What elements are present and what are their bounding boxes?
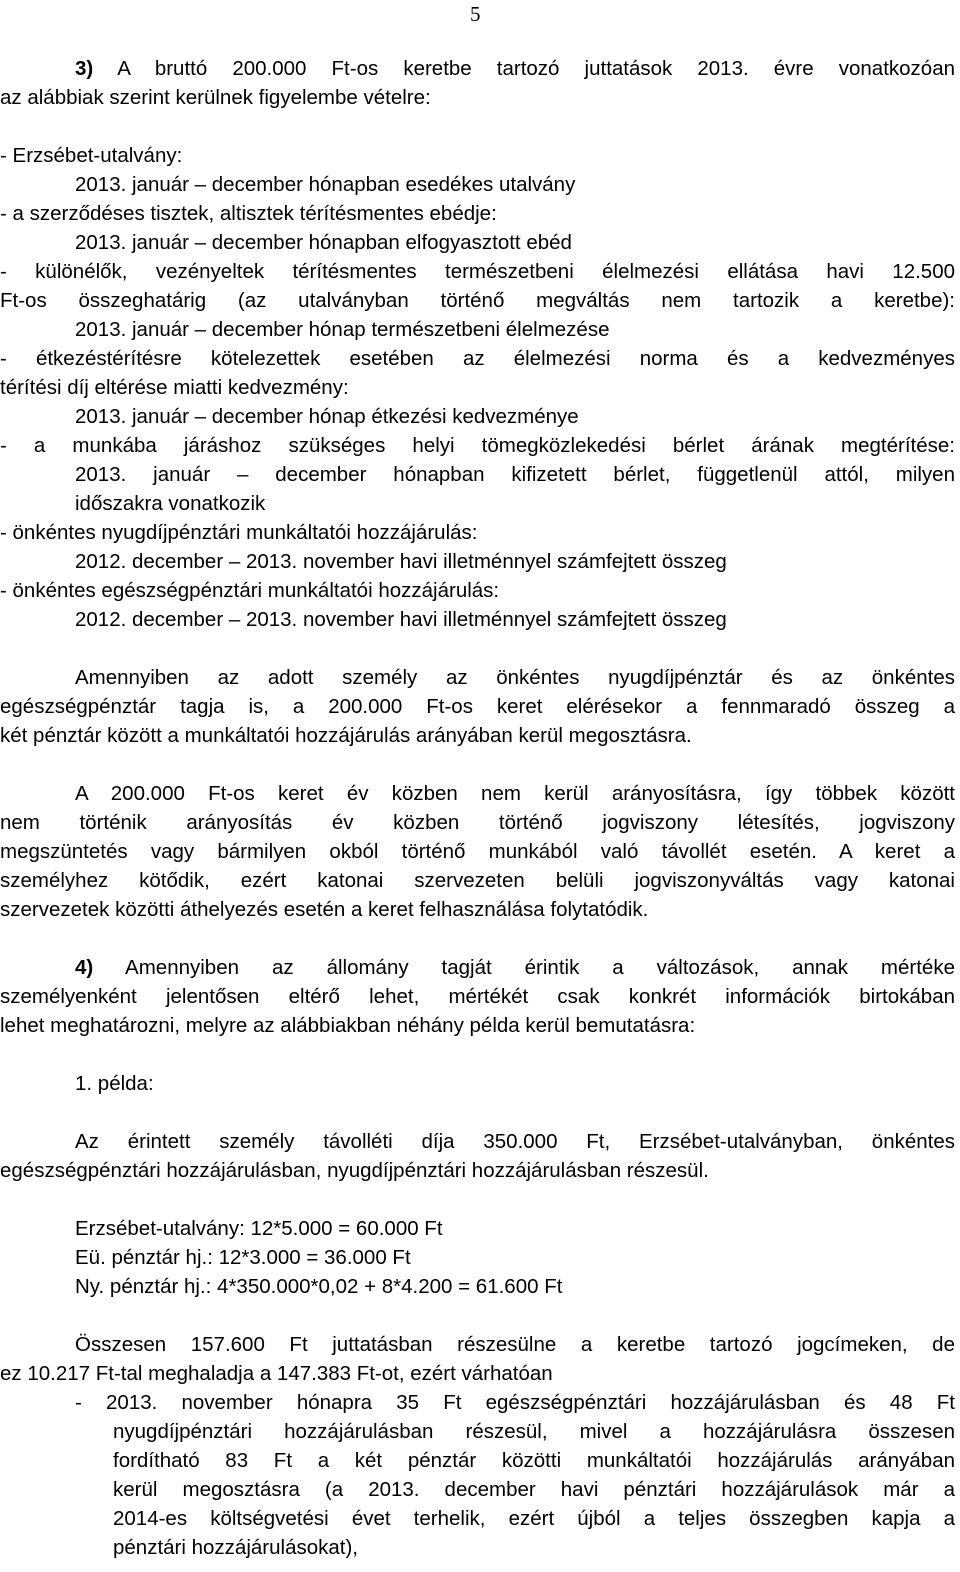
line-text: - önkéntes egészségpénztári munkáltatói hozzájárulás: (0, 579, 500, 602)
text-line-calc-erzs (0, 1214, 955, 1243)
line-text: megszüntetés vagy bármilyen okból történő munkából való távollét esetén. A keret a (0, 840, 955, 863)
text-line-ebed-val (0, 228, 955, 257)
text-line-keret-l3 (0, 837, 955, 866)
paragraph-gap (0, 750, 955, 779)
text-line-erzs-head (0, 141, 955, 170)
text-line-amennyiben-l3 (0, 721, 955, 750)
line-text: Amennyiben az állomány tagját érintik a változások, annak mértéke (93, 956, 955, 979)
text-line-s4-l2 (0, 982, 955, 1011)
line-text: - a munkába járáshoz szükséges helyi tömegközlekedési bérlet árának megtérítése: (0, 434, 955, 457)
line-text: ez 10.217 Ft-tal meghaladja a 147.383 Ft-ot, ezért várhatóan (0, 1362, 553, 1385)
text-line-ossz-l1 (0, 1330, 955, 1359)
text-line-berlet-val1 (0, 460, 955, 489)
line-text: 2014-es költségvetési évet terhelik, ezért újból a teljes összegben kapja a (113, 1507, 955, 1530)
text-line-kulon-val (0, 315, 955, 344)
line-text: személyenként jelentősen eltérő lehet, mértékét csak konkrét információk birtokában (0, 985, 955, 1008)
line-text: 2013. január – december hónapban kifizetett bérlet, függetlenül attól, milyen (75, 463, 955, 486)
text-line-etk-l2 (0, 373, 955, 402)
line-text: A 200.000 Ft-os keret év közben nem kerül arányosításra, így többek között (75, 782, 955, 805)
line-text: 2012. december – 2013. november havi illetménnyel számfejtett összeg (75, 608, 727, 631)
paragraph-gap (0, 1185, 955, 1214)
line-text: két pénztár között a munkáltatói hozzájárulás arányában kerül megosztásra. (0, 724, 692, 747)
line-text: 2013. január – december hónap természetbeni élelmezése (75, 318, 610, 341)
line-text: 2013. január – december hónap étkezési kedvezménye (75, 405, 579, 428)
text-line-pelda-l1 (0, 1127, 955, 1156)
text-line-keret-l4 (0, 866, 955, 895)
text-line-etk-l1 (0, 344, 955, 373)
line-text: - étkezéstérítésre kötelezettek esetében az élelmezési norma és a kedvezményes (0, 347, 955, 370)
line-text: Az érintett személy távolléti díja 350.000 Ft, Erzsébet-utalványban, önkéntes (75, 1130, 955, 1153)
paragraph-gap (0, 112, 955, 141)
paragraph-gap (0, 1301, 955, 1330)
line-text: térítési díj eltérése miatti kedvezmény: (0, 376, 349, 399)
line-text: - önkéntes nyugdíjpénztári munkáltatói hozzájárulás: (0, 521, 478, 544)
line-text: az alábbiak szerint kerülnek figyelembe vételre: (0, 86, 431, 109)
line-text: Ny. pénztár hj.: 4*350.000*0,02 + 8*4.200 = 61.600 Ft (75, 1275, 563, 1298)
line-text: 1. példa: (75, 1072, 154, 1095)
text-line-nyp-head (0, 518, 955, 547)
line-text: egészségpénztári hozzájárulásban, nyugdíjpénztári hozzájárulásban részesül. (0, 1159, 709, 1182)
text-line-pelda-head (0, 1069, 955, 1098)
line-text: - Erzsébet-utalvány: (0, 144, 183, 167)
line-text: kerül megosztásra (a 2013. december havi pénztári hozzájárulások már a (113, 1478, 955, 1501)
text-line-etk-val (0, 402, 955, 431)
section-number: 4) (75, 956, 94, 979)
text-line-bul-l6 (0, 1533, 955, 1562)
paragraph-gap (0, 1098, 955, 1127)
line-text: Amennyiben az adott személy az önkéntes nyugdíjpénztár és az önkéntes (75, 666, 955, 689)
text-line-s3-l1 (0, 54, 955, 83)
paragraph-gap (0, 1040, 955, 1069)
text-line-berlet-val2 (0, 489, 955, 518)
text-line-erzs-val (0, 170, 955, 199)
text-line-calc-eu (0, 1243, 955, 1272)
text-line-bul-l4 (0, 1475, 955, 1504)
line-text: A bruttó 200.000 Ft-os keretbe tartozó juttatások 2013. évre vonatkozóan (93, 57, 955, 80)
line-text: időszakra vonatkozik (75, 492, 266, 515)
text-line-bul-l1 (0, 1388, 955, 1417)
line-text: 2012. december – 2013. november havi illetménnyel számfejtett összeg (75, 550, 727, 573)
text-line-ossz-l2 (0, 1359, 955, 1388)
text-line-ebed-head (0, 199, 955, 228)
line-text: Eü. pénztár hj.: 12*3.000 = 36.000 Ft (75, 1246, 411, 1269)
text-line-ep-val (0, 605, 955, 634)
text-line-calc-ny (0, 1272, 955, 1301)
document-body (0, 54, 955, 1562)
line-text: Ft-os összeghatárig (az utalványban történő megváltás nem tartozik a keretbe): (0, 289, 955, 312)
text-line-bul-l2 (0, 1417, 955, 1446)
line-text: személyhez kötődik, ezért katonai szervezeten belüli jogviszonyváltás vagy katonai (0, 869, 955, 892)
text-line-keret-l1 (0, 779, 955, 808)
line-text: pénztári hozzájárulásokat), (113, 1536, 358, 1559)
line-text: - a szerződéses tisztek, altisztek térítésmentes ebédje: (0, 202, 497, 225)
text-line-pelda-l2 (0, 1156, 955, 1185)
text-line-berlet-head (0, 431, 955, 460)
text-line-amennyiben-l2 (0, 692, 955, 721)
line-text: 2013. január – december hónapban elfogyasztott ebéd (75, 231, 572, 254)
line-text: Összesen 157.600 Ft juttatásban részesülne a keretbe tartozó jogcímeken, de (75, 1333, 955, 1356)
text-line-keret-l2 (0, 808, 955, 837)
line-text: fordítható 83 Ft a két pénztár közötti munkáltatói hozzájárulás arányában (113, 1449, 955, 1472)
text-line-bul-l5 (0, 1504, 955, 1533)
text-line-kulon-l1 (0, 257, 955, 286)
page-number: 5 (470, 2, 481, 26)
text-line-amennyiben-l1 (0, 663, 955, 692)
line-text: 2013. január – december hónapban esedékes utalvány (75, 173, 576, 196)
line-text: - 2013. november hónapra 35 Ft egészségpénztári hozzájárulásban és 48 Ft (75, 1391, 955, 1414)
text-line-s4-l1 (0, 953, 955, 982)
text-line-keret-l5 (0, 895, 955, 924)
paragraph-gap (0, 924, 955, 953)
line-text: lehet meghatározni, melyre az alábbiakban néhány példa kerül bemutatásra: (0, 1014, 696, 1037)
line-text: Erzsébet-utalvány: 12*5.000 = 60.000 Ft (75, 1217, 443, 1240)
text-line-nyp-val (0, 547, 955, 576)
line-text: nem történik arányosítás év közben történő jogviszony létesítés, jogviszony (0, 811, 955, 834)
line-text: nyugdíjpénztári hozzájárulásban részesül, mivel a hozzájárulásra összesen (113, 1420, 955, 1443)
text-line-kulon-l2 (0, 286, 955, 315)
line-text: - különélők, vezényeltek térítésmentes természetbeni élelmezési ellátása havi 12.500 (0, 260, 955, 283)
text-line-ep-head (0, 576, 955, 605)
text-line-bul-l3 (0, 1446, 955, 1475)
section-number: 3) (75, 57, 94, 80)
text-line-s3-l2 (0, 83, 955, 112)
paragraph-gap (0, 634, 955, 663)
text-line-s4-l3 (0, 1011, 955, 1040)
line-text: egészségpénztár tagja is, a 200.000 Ft-os keret elérésekor a fennmaradó összeg a (0, 695, 955, 718)
line-text: szervezetek közötti áthelyezés esetén a keret felhasználása folytatódik. (0, 898, 649, 921)
